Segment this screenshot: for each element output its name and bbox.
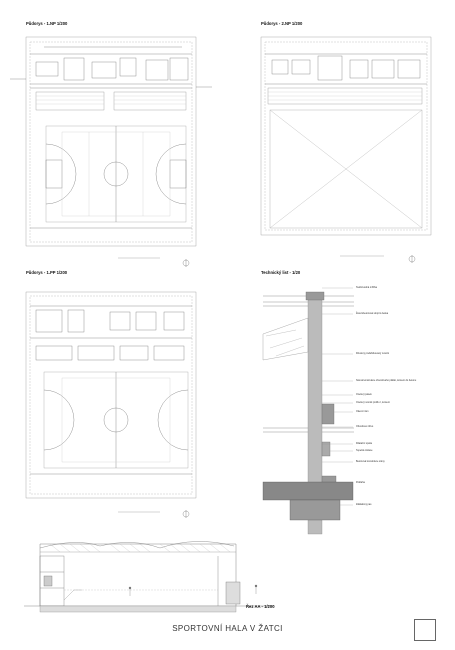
detail-title: Technický list - 1/20 [261, 270, 301, 275]
detail-annotation: Betonová konstrukce stěny [356, 460, 385, 463]
detail-annotation: Podlaha [356, 481, 365, 484]
detail-annotation: Okenní rám [356, 410, 369, 413]
plan-1pp-title: Půdorys - 1.PP 1/200 [26, 270, 68, 275]
north-arrow-icon [183, 255, 415, 518]
detail-annotation: Dřevěný prefabrikovaný nosník [356, 352, 389, 355]
detail-annotation: Světlovodná mřížka [356, 286, 377, 289]
sheet-title: SPORTOVNÍ HALA V ŽATCI [172, 624, 283, 633]
plan-2np-title: Půdorys - 2.NP 1/200 [261, 21, 303, 26]
detail-annotation: Nosná konstrukce obvodového pláště, kotvení do betonu [356, 379, 417, 382]
section-aa [24, 541, 274, 612]
section-title: Řez AA - 1/200 [246, 604, 275, 609]
title-block-stamp [414, 619, 436, 641]
detail-annotation: Ocelový pásek [356, 393, 372, 396]
detail-annotation: Ocelový nosník profilu I, kotvení [356, 401, 390, 404]
detail-annotation: Obvodové zdivo [356, 425, 374, 428]
scale-bar [118, 256, 384, 512]
floor-plan-2np [261, 37, 431, 235]
detail-annotation: Železobetonová stropní deska [356, 312, 389, 315]
floor-plan-1pp [26, 292, 196, 498]
detail-annotation: Dilatační spára [356, 442, 372, 445]
technical-detail [263, 288, 354, 534]
detail-annotation: Tepelná izolace [356, 449, 373, 452]
detail-annotation: Základový pas [356, 503, 372, 506]
floor-plan-1np [10, 37, 212, 246]
plan-1np-title: Půdorys - 1.NP 1/200 [26, 21, 68, 26]
